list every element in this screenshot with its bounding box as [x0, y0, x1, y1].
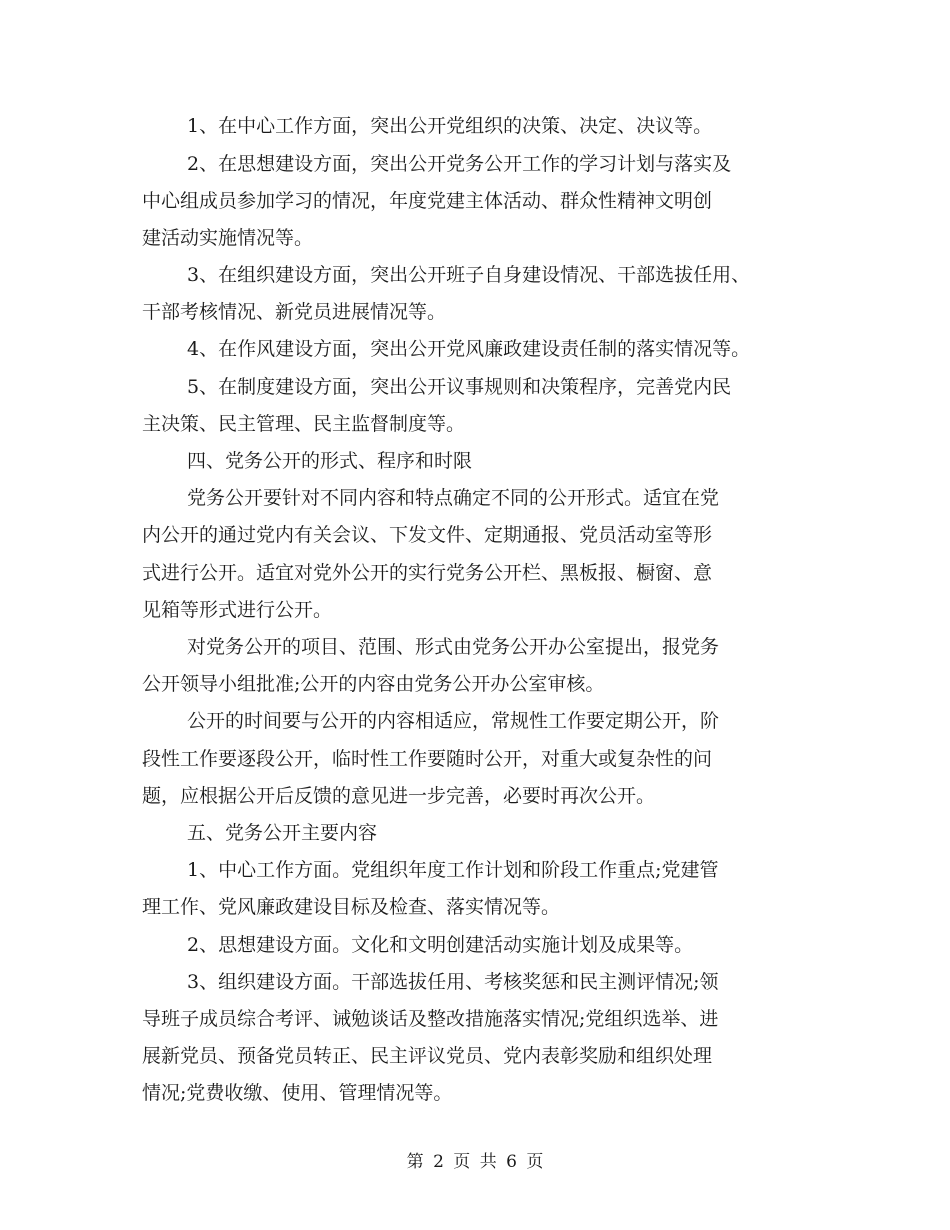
paragraph-line: 见箱等形式进行公开。: [142, 599, 333, 621]
paragraph-line: 导班子成员综合考评、诫勉谈话及整改措施落实情况;党组织选举、进: [142, 1008, 719, 1030]
paragraph-line: 5、在制度建设方面，突出公开议事规则和决策程序，完善党内民: [187, 376, 732, 398]
paragraph-line: 3、组织建设方面。干部选拔任用、考核奖惩和民主测评情况;领: [187, 971, 719, 993]
page-number-footer: 第 2 页 共 6 页: [406, 1152, 544, 1172]
section-heading: 四、党务公开的形式、程序和时限: [187, 450, 473, 472]
paragraph-line: 4、在作风建设方面，突出公开党风廉政建设责任制的落实情况等。: [187, 338, 751, 360]
paragraph-line: 公开领导小组批准;公开的内容由党务公开办公室审核。: [142, 673, 605, 695]
paragraph-line: 1、中心工作方面。党组织年度工作计划和阶段工作重点;党建管: [187, 859, 719, 881]
paragraph-line: 理工作、党风廉政建设目标及检查、落实情况等。: [142, 896, 561, 918]
paragraph-line: 2、思想建设方面。文化和文明创建活动实施计划及成果等。: [187, 934, 694, 956]
paragraph-line: 展新党员、预备党员转正、民主评议党员、党内表彰奖励和组织处理: [142, 1045, 713, 1067]
paragraph-line: 段性工作要逐段公开，临时性工作要随时公开，对重大或复杂性的问: [142, 748, 713, 770]
paragraph-line: 对党务公开的项目、范围、形式由党务公开办公室提出，报党务: [187, 636, 720, 658]
paragraph-line: 式进行公开。适宜对党外公开的实行党务公开栏、黑板报、橱窗、意: [142, 562, 713, 584]
paragraph-line: 2、在思想建设方面，突出公开党务公开工作的学习计划与落实及: [187, 153, 732, 175]
paragraph-line: 中心组成员参加学习的情况，年度党建主体活动、群众性精神文明创: [142, 190, 713, 212]
section-heading: 五、党务公开主要内容: [187, 822, 378, 844]
paragraph-line: 党务公开要针对不同内容和特点确定不同的公开形式。适宜在党: [187, 487, 720, 509]
paragraph-line: 建活动实施情况等。: [142, 227, 314, 249]
paragraph-line: 公开的时间要与公开的内容相适应，常规性工作要定期公开，阶: [187, 710, 720, 732]
paragraph-line: 3、在组织建设方面，突出公开班子自身建设情况、干部选拔任用、: [187, 264, 751, 286]
paragraph-line: 题，应根据公开后反馈的意见进一步完善，必要时再次公开。: [142, 785, 656, 807]
paragraph-line: 1、在中心工作方面，突出公开党组织的决策、决定、决议等。: [187, 115, 713, 137]
paragraph-line: 情况;党费收缴、使用、管理情况等。: [142, 1082, 453, 1104]
paragraph-line: 内公开的通过党内有关会议、下发文件、定期通报、党员活动室等形: [142, 524, 713, 546]
paragraph-line: 干部考核情况、新党员进展情况等。: [142, 301, 447, 323]
paragraph-line: 主决策、民主管理、民主监督制度等。: [142, 413, 466, 435]
